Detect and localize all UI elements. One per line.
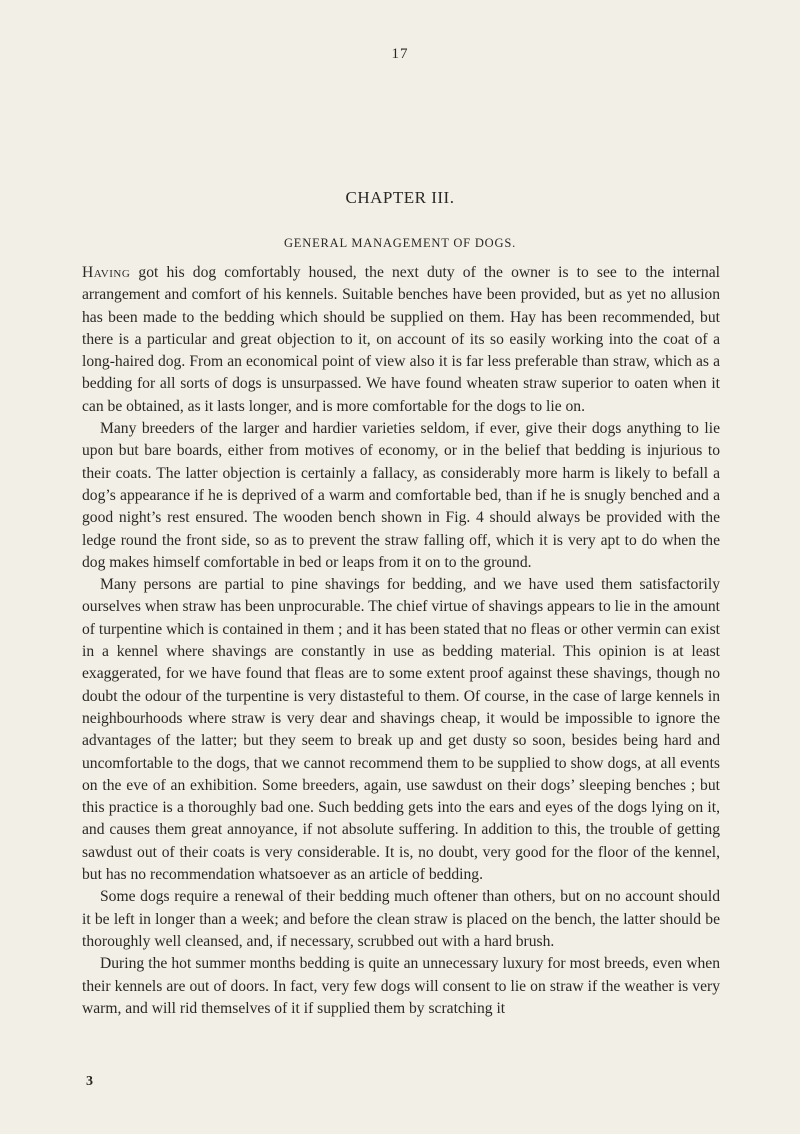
paragraph <box>82 262 720 418</box>
section-title: GENERAL MANAGEMENT OF DOGS. <box>283 236 517 250</box>
opening-word: Having <box>82 264 131 281</box>
paragraph: Many breeders of the larger and hardier varieties seldom, if ever, give their dogs anything to lie upon but bare boards, either from motives of economy, or in the belief that bedding is injurious to their coats. The latter objection is certainly a fallacy, as considerably more harm is likely to befall a dog’s appearance if he is deprived of a warm and comfortable bed, than if he is snugly benched and a good night’s rest ensured. The wooden bench shown in Fig. 4 should always be provided with the ledge round the front side, so as to prevent the straw falling off, which it is very apt to do when the dog makes himself comfortable in bed or leaps from it on to the ground. <box>82 420 720 571</box>
paragraph: During the hot summer months bedding is quite an unnecessary luxury for most breeds, even when their kennels are out of doors. In fact, very few dogs will consent to lie on straw if the weather is very warm, and will rid themselves of it if supplied them by scratching it <box>82 955 720 1017</box>
paragraph: Many persons are partial to pine shavings for bedding, and we have used them satisfactorily ourselves when straw has been unprocurable. The chief virtue of shavings appears to lie in the amount of turpentine which is contained in them ; and it has been stated that no fleas or other vermin can exist in a kennel where shavings are constantly in use as bedding material. This opinion is at least exaggerated, for we have found that fleas are to some extent proof against these shavings, though no doubt the odour of the turpentine is very distasteful to them. Of course, in the case of large kennels in neighbourhoods where straw is very dear and shavings cheap, it would be impossible to ignore the advantages of the latter; but they seem to break up and get dusty so soon, besides being hard and uncomfortable to the dogs, that we cannot recommend them to be supplied to show dogs, at all events on the eve of an exhibition. Some breeders, again, use sawdust on their dogs’ sleeping benches ; but this practice is a thoroughly bad one. Such bedding gets into the ears and eyes of the dogs lying on it, and causes them great annoyance, if not absolute suffering. In addition to this, the trouble of getting sawdust out of their coats is very considerable. It is, no doubt, very good for the floor of the kennel, but has no recommendation whatsoever as an article of bedding. <box>82 576 720 884</box>
page-number: 17 <box>391 46 409 62</box>
paragraph: Some dogs require a renewal of their bedding much oftener than others, but on no account should it be left in longer than a week; and before the clean straw is placed on the bench, the latter should be thoroughly well cleansed, and, if necessary, scrubbed out with a hard brush. <box>82 888 720 950</box>
body-text <box>82 262 720 1020</box>
paragraph-text: got his dog comfortably housed, the next duty of the owner is to see to the internal arrangement and comfort of his kennels. Suitable benches have been provided, but as yet no allusion has been made to the bedding which should be supplied on them. Hay has been recommended, but there is a particular and great objection to it, on account of its so easily working into the coat of a long-haired dog. From an economical point of view also it is far less preferable than straw, which as a bedding for all sorts of dogs is unsurpassed. We have found wheaten straw superior to oaten when it can be obtained, as it lasts longer, and is more comfortable for the dogs to lie on. <box>82 264 720 415</box>
chapter-title: CHAPTER III. <box>345 188 455 207</box>
signature-mark: 3 <box>86 1074 93 1089</box>
